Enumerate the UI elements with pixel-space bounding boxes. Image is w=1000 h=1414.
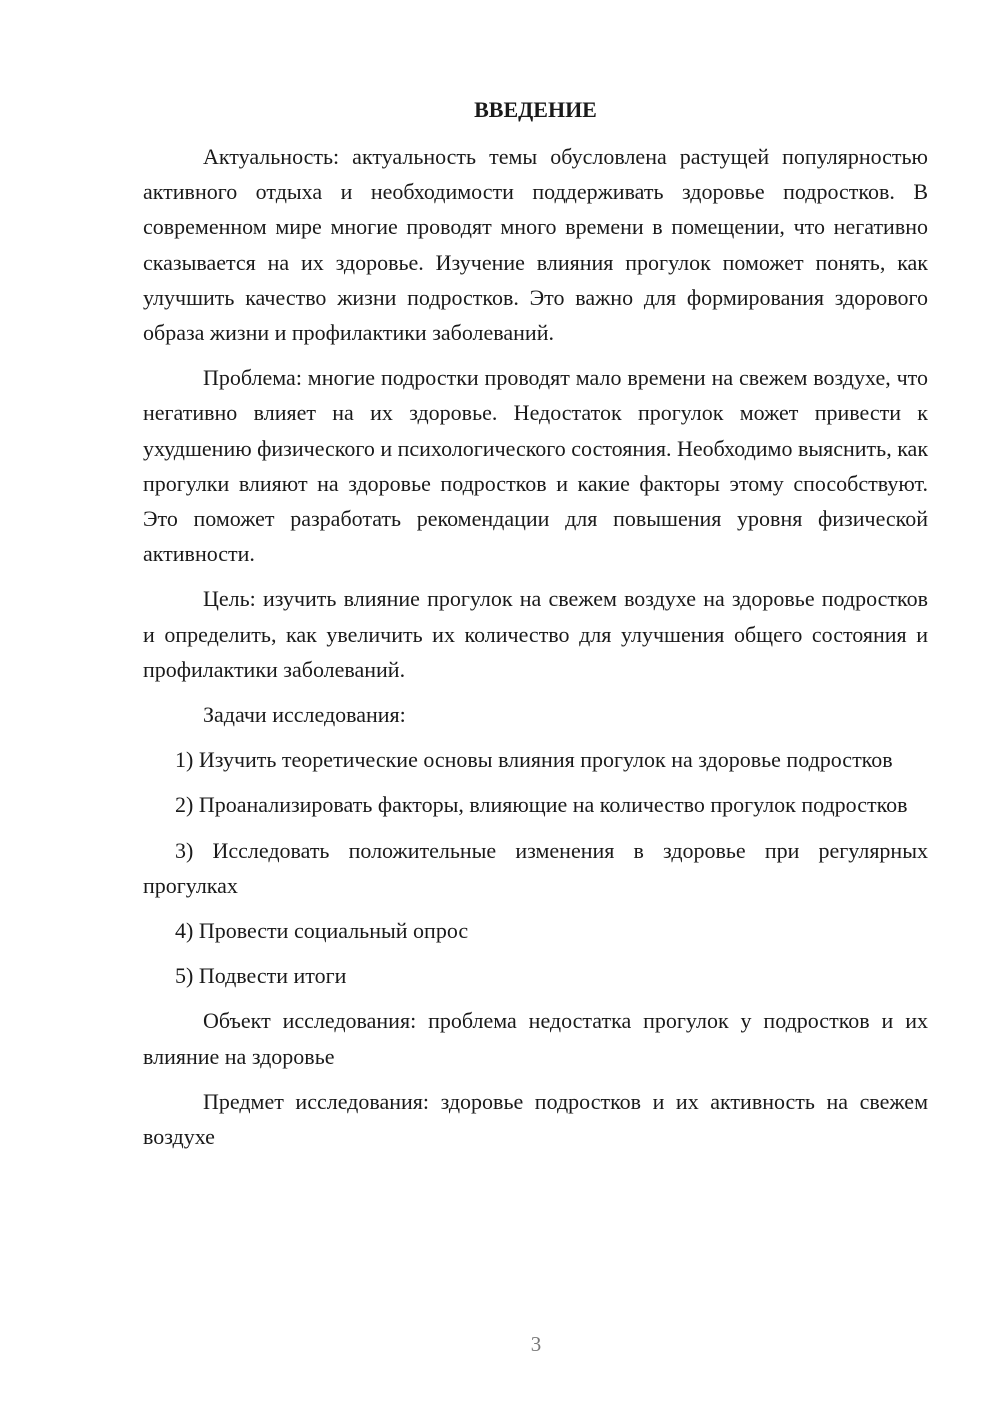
task-item-2: 2) Проанализировать факторы, влияющие на количество прогулок подростков [175, 792, 908, 818]
paragraph-object: Объект исследования: проблема недостатка прогулок у подростков и их влияние на здоровье [143, 1008, 928, 1069]
paragraph-relevance: Актуальность: актуальность темы обусловлена растущей популярностью активного отдыха и необходимости поддерживать здоровье подростков. В современном мире многие проводят много времени в помещении, что негативно сказывается на их здоровье. Изучение влияния прогулок поможет понять, как улучшить качество жизни подростков. Это важно для формирования здорового образа жизни и профилактики заболеваний. [143, 144, 928, 346]
tasks-heading: Задачи исследования: [203, 702, 406, 728]
section-title: ВВЕДЕНИЕ [474, 97, 597, 122]
task-item-1: 1) Изучить теоретические основы влияния прогулок на здоровье подростков [175, 747, 893, 773]
paragraph-problem: Проблема: многие подростки проводят мало времени на свежем воздухе, что негативно влияет на их здоровье. Недостаток прогулок может привести к ухудшению физического и психологического состояния. Необходимо выяснить, как прогулки влияют на здоровье подростков и какие факторы этому способствуют. Это поможет разработать рекомендации для повышения уровня физической активности. [143, 365, 929, 567]
task-item-4: 4) Провести социальный опрос [175, 918, 469, 944]
page-content [143, 92, 928, 1164]
task-item-3: 3) Исследовать положительные изменения в здоровье при регулярных прогулках [143, 837, 928, 898]
paragraph-goal: Цель: изучить влияние прогулок на свежем воздухе на здоровье подростков и определить, как увеличить их количество для улучшения общего состояния и профилактики заболеваний. [143, 586, 928, 682]
paragraph-subject: Предмет исследования: здоровье подростков и их активность на свежем воздухе [143, 1088, 928, 1150]
task-item-5: 5) Подвести итоги [175, 963, 347, 989]
page-number: 3 [530, 1332, 542, 1356]
